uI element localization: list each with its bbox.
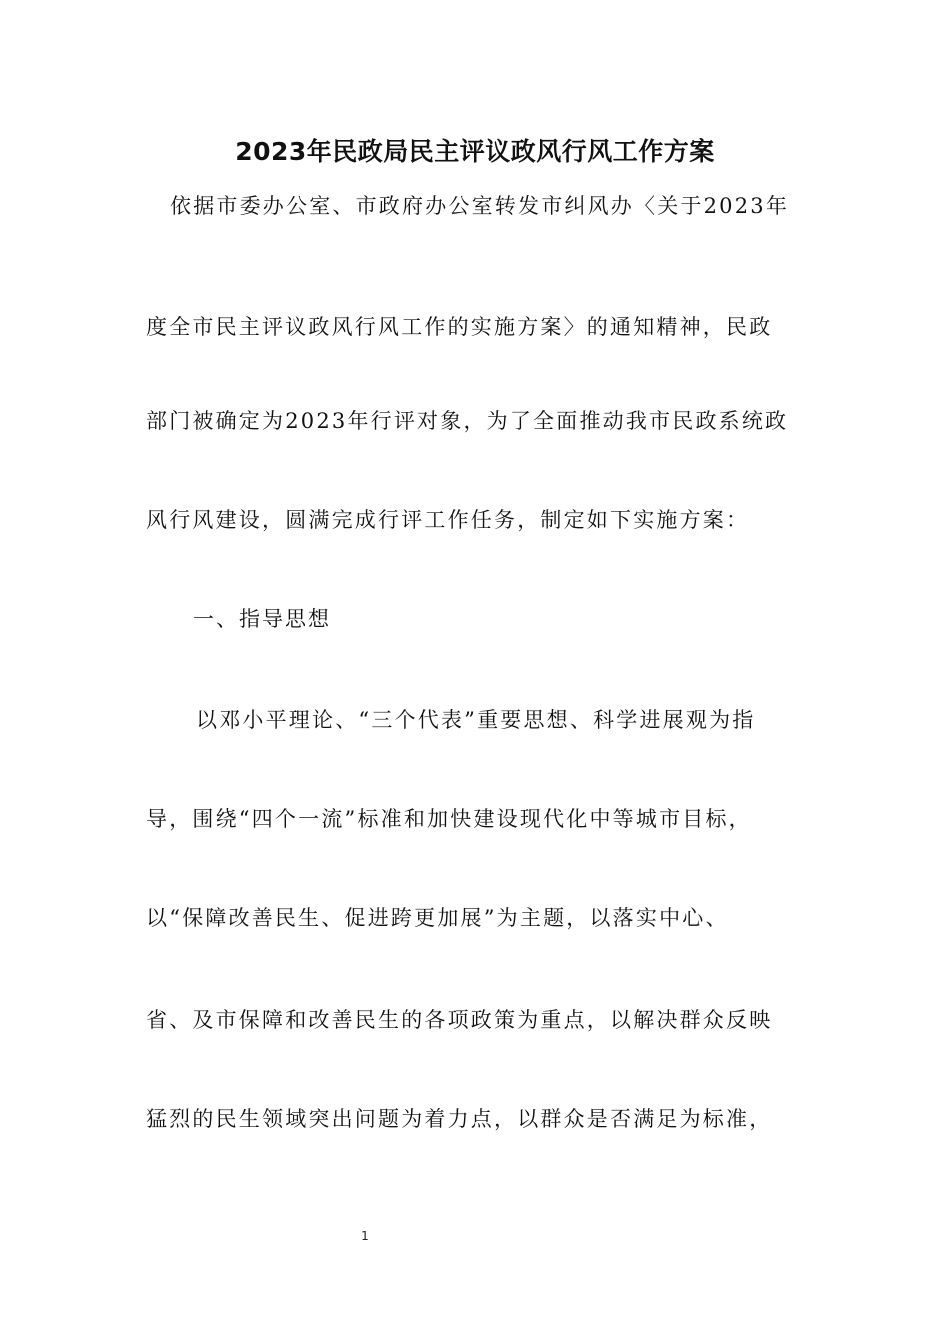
paragraph-2-line-5: 猛烈的民生领域突出问题为着力点，以群众是否满足为标准， bbox=[146, 1107, 773, 1131]
document-title: 2023年民政局民主评议政风行风工作方案 bbox=[235, 137, 715, 166]
paragraph-2-line-1: 以邓小平理论、“三个代表”重要思想、科学进展观为指 bbox=[196, 708, 756, 732]
paragraph-2-line-3: 以“保障改善民生、促进跨更加展”为主题，以落实中心、 bbox=[146, 906, 729, 930]
paragraph-2-line-2: 导，围绕“四个一流”标准和加快建设现代化中等城市目标， bbox=[146, 807, 752, 831]
paragraph-1-line-2: 度全市民主评议政风行风工作的实施方案〉的通知精神，民政 bbox=[146, 315, 773, 339]
section-1-heading: 一、指导思想 bbox=[193, 607, 331, 631]
paragraph-1-line-1: 依据市委办公室、市政府办公室转发市纠风办〈关于2023年 bbox=[170, 194, 790, 218]
paragraph-1-line-3: 部门被确定为2023年行评对象，为了全面推动我市民政系统政 bbox=[146, 409, 789, 433]
paragraph-2-line-4: 省、及市保障和改善民生的各项政策为重点，以解决群众反映 bbox=[146, 1008, 773, 1032]
paragraph-1-line-4: 风行风建设，圆满完成行评工作任务，制定如下实施方案： bbox=[146, 508, 750, 532]
page-number: 1 bbox=[361, 1229, 369, 1243]
